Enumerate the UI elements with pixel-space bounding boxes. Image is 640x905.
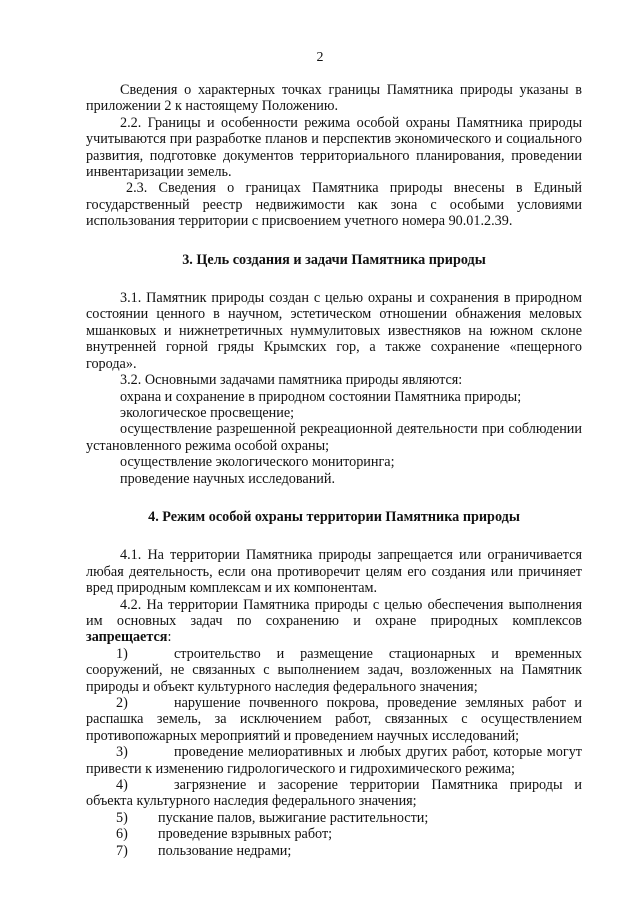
section-4-heading: 4. Режим особой охраны территории Памятника природы <box>148 508 520 525</box>
prohibitions-list <box>86 646 582 859</box>
list-item <box>86 695 582 744</box>
list-item-text: нарушение почвенного покрова, проведение земляных работ и распашка земель, за исключением работ, связанных с осуществлением противопожарных мероприятий и проведением научных исследований; <box>86 695 582 744</box>
paragraph-2-3: 2.3. Сведения о границах Памятника природы внесены в Единый государственный реестр недвижимости как зона с особыми условиями использования территории с присвоением учетного номера 90.01.2.39. <box>86 180 582 230</box>
list-item-number: 5) <box>116 809 128 826</box>
paragraph-4-2-colon: : <box>167 629 172 646</box>
list-item-text: пользование недрами; <box>158 842 292 859</box>
paragraph-3-1: 3.1. Памятник природы создан с целью охраны и сохранения в природном состоянии ценного в научном, эстетическом отношении обнажения меловых мшанковых и нижнетретичных нуммулитовых известняков на южном склоне внутренней горной гряды Крымских гор, а также сохранение «пещерного города». <box>86 290 582 372</box>
task-item: проведение научных исследований. <box>120 470 336 487</box>
list-item-number: 7) <box>116 842 128 859</box>
section-3-heading: 3. Цель создания и задачи Памятника природы <box>182 251 486 268</box>
list-item <box>86 810 582 826</box>
list-item-number: 4) <box>116 777 128 794</box>
list-item-number: 2) <box>116 695 128 711</box>
list-item-number: 6) <box>116 826 128 843</box>
paragraph-appendix-ref: Сведения о характерных точках границы Памятника природы указаны в приложении 2 к настоящему Положению. <box>86 82 582 115</box>
list-item <box>86 646 582 695</box>
prohibited-label: запрещается <box>86 629 168 646</box>
list-item-text: загрязнение и засорение территории Памятника природы и объекта культурного наследия федерального значения; <box>86 777 582 810</box>
paragraph-3-2: 3.2. Основными задачами памятника природы являются: <box>120 372 463 389</box>
list-item-text: проведение мелиоративных и любых других работ, которые могут привести к изменению гидрологического и гидрохимического режима; <box>86 744 582 777</box>
list-item <box>86 843 582 859</box>
list-item-text: строительство и размещение стационарных и временных сооружений, не связанных с выполнением задач, возложенных на Памятник природы и объект культурного наследия федерального значения; <box>86 645 582 695</box>
document-body <box>86 82 582 859</box>
task-item: осуществление разрешенной рекреационной деятельности при соблюдении установленного режима особой охраны; <box>86 421 582 454</box>
paragraph-2-2: 2.2. Границы и особенности режима особой охраны Памятника природы учитываются при разработке планов и перспектив экономического и социального развития, подготовке документов территориального планирования, проведении инвентаризации земель. <box>86 114 582 181</box>
task-item: охрана и сохранение в природном состоянии Памятника природы; <box>120 388 522 405</box>
paragraph-4-2 <box>86 597 582 646</box>
paragraph-4-2-text: 4.2. На территории Памятника природы с целью обеспечения выполнения им основных задач по сохранению и охране природных комплексов <box>86 596 582 629</box>
list-item-text: проведение взрывных работ; <box>158 826 333 843</box>
paragraph-4-1: 4.1. На территории Памятника природы запрещается или ограничивается любая деятельность, если она противоречит целям его создания или причиняет вред природным комплексам и их компонентам. <box>86 547 582 597</box>
page-number: 2 <box>316 50 324 65</box>
list-item-text: пускание палов, выжигание растительности; <box>158 809 429 826</box>
list-item <box>86 777 582 810</box>
list-item <box>86 826 582 842</box>
list-item <box>86 744 582 777</box>
list-item-number: 3) <box>116 744 128 761</box>
task-item: осуществление экологического мониторинга; <box>120 454 395 471</box>
list-item-number: 1) <box>116 645 128 662</box>
task-item: экологическое просвещение; <box>120 404 295 421</box>
